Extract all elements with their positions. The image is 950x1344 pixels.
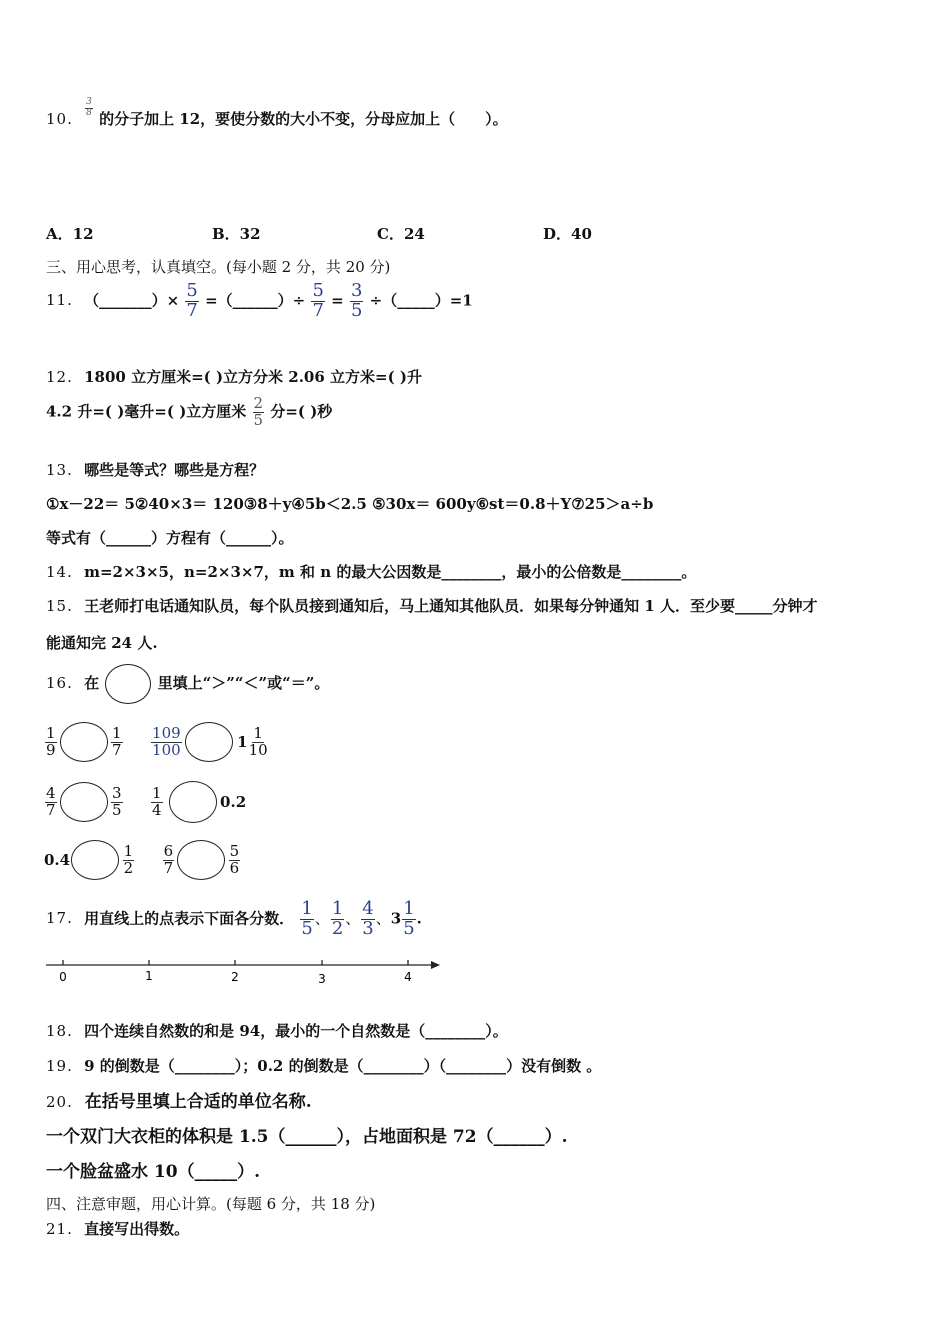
comparison-circle[interactable] [185,722,233,762]
question-text: 里填上“＞”“＜”或“＝”。 [157,674,330,692]
period: . [416,909,422,928]
separator: 、 [375,909,391,928]
denominator: 7 [112,740,122,759]
numerator: 2 [253,394,264,412]
denominator: 100 [152,740,181,759]
denominator: 7 [312,299,324,321]
question-number: 20. [46,1093,73,1111]
denominator: 5 [350,299,363,321]
numerator: 3 [350,280,363,301]
question-14 [46,561,696,582]
fraction [151,783,163,819]
option-c: C．24 [377,225,425,243]
decimal-value: 0.4 [44,851,71,869]
option-b: B．32 [212,225,261,243]
denominator: 3 [362,917,374,939]
question-text: 的分子加上 12，要使分数的大小不变，分母应加上（ ）。 [99,110,508,128]
fraction [361,900,374,939]
question-text: 9 的倒数是（________）；0.2 的倒数是（________）（________）没有倒数 。 [84,1057,602,1075]
comparison-circle[interactable] [71,840,119,880]
option-d: D．40 [543,225,592,243]
question-number: 17. [46,909,73,928]
fraction [331,900,344,939]
question-number: 13. [46,461,73,479]
question-text: 直接写出得数。 [84,1220,190,1238]
fraction [253,396,265,429]
question-text: 在括号里填上合适的单位名称. [84,1092,312,1112]
denominator: 5 [403,917,415,939]
fraction [151,723,182,759]
question-16 [46,664,329,704]
decimal-value: 0.2 [220,793,247,811]
numerator: 5 [186,280,198,301]
question-number: 11. [46,291,73,310]
denominator: 9 [46,740,56,759]
comparison-circle[interactable] [105,664,151,704]
question-number: 15. [46,597,73,615]
numerator: 1 [123,841,134,860]
whole-number: 1 [237,733,248,751]
fraction [111,783,123,819]
denominator: 6 [229,858,240,877]
fraction [111,723,123,759]
question-number: 19. [46,1057,73,1075]
tick-label: 0 [59,970,67,984]
fraction [185,282,198,321]
fraction [300,900,313,939]
question-15-line-2: 能通知完 24 人. [46,634,158,652]
numerator: 1 [152,783,162,802]
fraction [229,841,241,877]
numerator: 4 [46,783,56,802]
numerator: 1 [46,723,56,742]
question-number: 16. [46,674,73,692]
question-text: 分=( )秒 [270,402,333,421]
denominator: 10 [248,740,268,759]
question-13-answer: 等式有（______）方程有（______）。 [46,529,294,547]
question-number: 21. [46,1220,73,1238]
numerator: 1 [253,723,263,742]
question-11 [46,282,473,321]
question-text: 用直线上的点表示下面各分数． [84,909,295,928]
comparison-circle[interactable] [60,722,108,762]
question-text: 王老师打电话通知队员，每个队员接到通知后，马上通知其他队员．如果每分钟通知 1 人．至少要_____分钟才 [84,597,818,615]
numerator: 109 [152,723,181,742]
question-13 [46,459,264,480]
numerator: 5 [312,280,324,301]
denominator: 7 [46,800,56,819]
whole-number: 3 [390,909,402,928]
comparison-circle[interactable] [169,781,217,823]
question-number: 18. [46,1022,73,1040]
fraction [123,841,135,877]
fraction [163,841,175,877]
fraction [402,900,415,939]
tick-label: 1 [145,969,153,983]
denominator: 2 [331,917,344,939]
question-20-line-1: 一个双门大衣柜的体积是 1.5（______），占地面积是 72（______）. [46,1127,568,1147]
fraction [45,783,57,819]
question-10 [46,97,508,130]
numerator: 3 [112,783,122,802]
denominator: 8 [86,107,92,118]
numerator: 3 [86,97,92,108]
question-number: 12. [46,368,73,386]
denominator: 5 [112,800,122,819]
comparison-row [44,781,246,823]
separator: 、 [314,909,330,928]
denominator: 5 [301,917,313,939]
fraction [248,723,268,759]
question-number: 14. [46,563,73,581]
numerator: 1 [112,723,122,742]
question-12-line-2 [46,396,332,429]
fraction [85,98,93,118]
arrow-icon [431,961,440,969]
numerator: 6 [163,841,174,860]
numerator: 1 [403,898,415,919]
question-text: 在 [84,674,100,692]
fraction [45,723,57,759]
comparison-row [44,840,241,880]
question-17 [46,900,422,939]
question-20-line-2: 一个脸盆盛水 10（_____）. [46,1162,260,1182]
question-20 [46,1087,312,1112]
fraction [311,282,324,321]
comparison-circle[interactable] [177,840,225,880]
tick-label: 4 [404,970,412,984]
numerator: 1 [301,898,313,919]
question-text: 四个连续自然数的和是 94，最小的一个自然数是（________）。 [84,1022,508,1040]
question-21 [46,1218,189,1239]
number-line [44,955,444,989]
question-text: 1800 立方厘米=( )立方分米 2.06 立方米=( )升 [84,368,423,386]
denominator: 2 [123,858,134,877]
question-12 [46,366,422,387]
blank-text: （_______）× [84,291,180,310]
numerator: 5 [229,841,240,860]
denominator: 4 [152,800,162,819]
option-a: A．12 [46,225,94,243]
question-text: 4.2 升=( )毫升=( )立方厘米 [46,402,247,421]
equals-sign: = [331,291,344,310]
comparison-row [44,722,269,762]
question-number: 10. [46,110,73,128]
denominator: 7 [186,299,198,321]
blank-text: ÷（_____）=1 [369,291,473,310]
tick-label: 2 [231,970,239,984]
question-19 [46,1055,601,1076]
comparison-circle[interactable] [60,782,108,822]
question-text: 哪些是等式？哪些是方程？ [84,461,265,479]
section-heading-4: 四、注意审题，用心计算。(每题 6 分，共 18 分) [46,1195,376,1213]
section-heading-3: 三、用心思考，认真填空。(每小题 2 分，共 20 分) [46,258,391,276]
question-15 [46,595,817,616]
denominator: 7 [163,858,174,877]
question-13-items: ①x－22＝ 5②40×3＝ 120③8＋y④5b＜2.5 ⑤30x＝ 600y⑥st＝0.8＋Y⑦25＞a÷b [46,495,654,513]
tick-label: 3 [318,972,326,986]
fraction [350,282,363,321]
denominator: 5 [253,410,264,429]
numerator: 1 [331,898,344,919]
blank-text: =（______）÷ [205,291,306,310]
question-18 [46,1020,508,1041]
numerator: 4 [362,898,374,919]
separator: 、 [345,909,361,928]
question-text: m=2×3×5，n=2×3×7，m 和 n 的最大公因数是________，最小的公倍数是________。 [84,563,697,581]
